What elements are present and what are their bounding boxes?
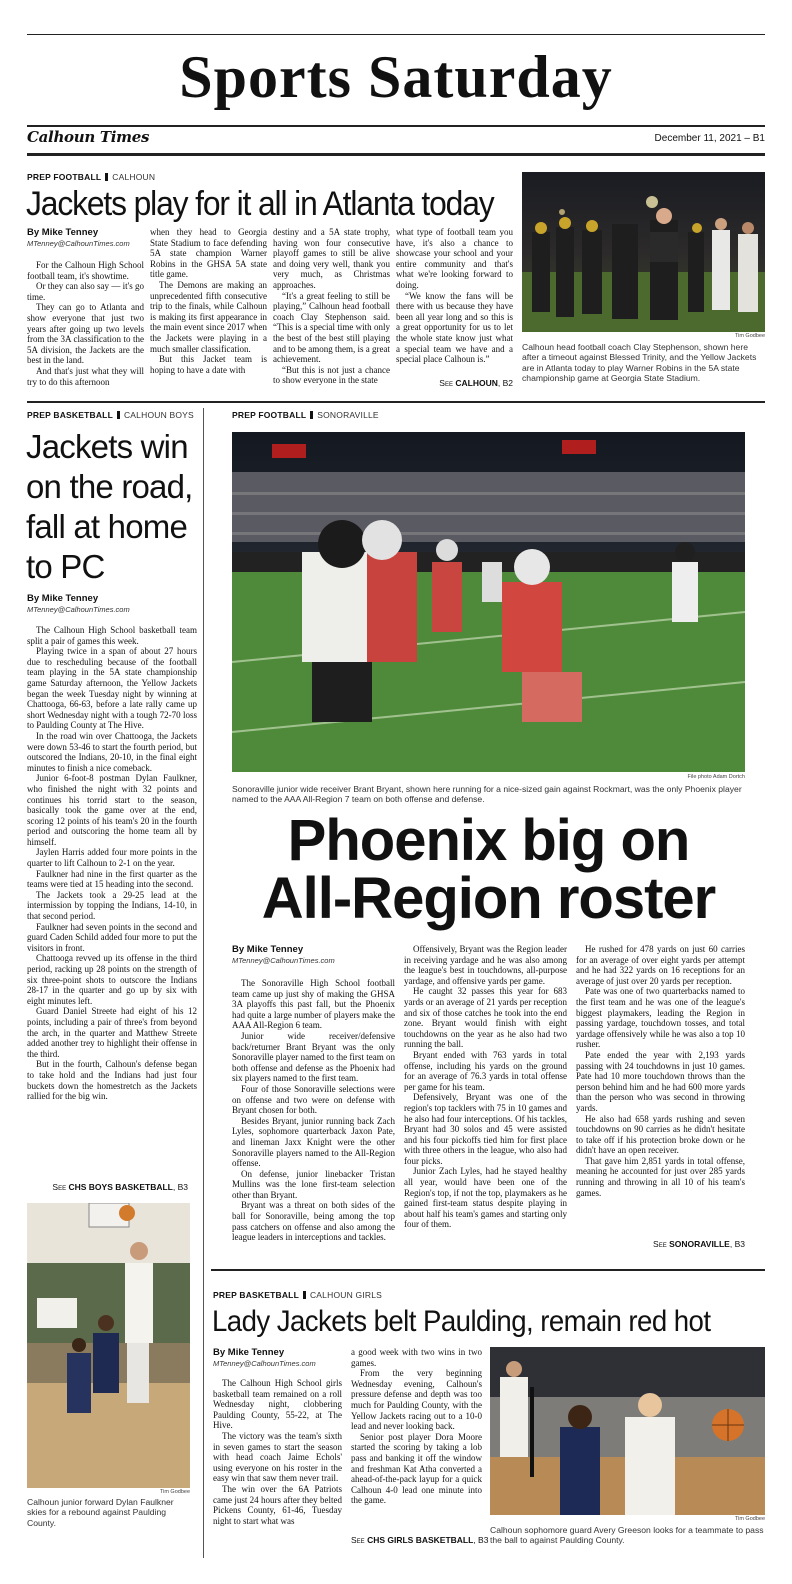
kicker-sub: CALHOUN <box>112 172 156 182</box>
paragraph: Playing twice in a span of about 27 hours due to rescheduling because of the football team playing in the 5A state championship game Saturday afternoon, the Yellow Jackets began the week Tuesday night by winning at Chattooga, 66-63, before a late rally came up short Wednesday night with a tough 72-70 loss to Paulding County at The Hive. <box>27 646 197 731</box>
story1-headline[interactable]: Jackets play for it all in Atlanta today <box>26 185 494 223</box>
see-target: SONORAVILLE <box>669 1239 730 1249</box>
paragraph: Offensively, Bryant was the Region leader in receiving yardage and he was also among the league's best in touchdowns, all-purpose yardage, and offensive yards per game. <box>404 944 567 986</box>
paragraph: The win over the 6A Patriots came just 24 hours after they belted Pickens County, 61-46, Tuesday night to start what was <box>213 1483 342 1526</box>
photo-caption: Calhoun junior forward Dylan Faulkner skies for a rebound against Paulding County. <box>27 1497 174 1528</box>
paragraph: Jaylen Harris added four more points in the quarter to lift Calhoun to 2-1 on the year. <box>27 847 197 869</box>
paragraph: From the very beginning Wednesday evening, Calhoun's pressure defense and depth was too much for Paulding County, with the Yellow Jackets racing out to a 10-0 lead and never looking back. <box>351 1368 482 1432</box>
paragraph: Pate was one of two quarterbacks named to the first team and he was one of the league's biggest playmakers, leading the Region in passing yardage, touchdown tosses, and total yardage offensively while he was also a top 10 rusher. <box>576 986 745 1050</box>
story4-jump[interactable]: See CHS GIRLS BASKETBALL, B3 <box>351 1535 489 1545</box>
paragraph: Four of those Sonoraville selections were on offense and two were on defense with Bryant chosen for both. <box>232 1083 395 1116</box>
headline-line: All-Region roster <box>261 866 716 931</box>
masthead-rule-bottom <box>27 153 765 156</box>
kicker-bar <box>310 411 313 419</box>
paragraph: The Demons are making an unprecedented fifth consecutive trip to the finals, while Calhoun is making its first appearance in the main event since 2017 when the Jackets were playing in a much smaller classification. <box>150 279 267 354</box>
paragraph: For the Calhoun High School football team, it's showtime. <box>27 260 144 281</box>
email-link[interactable]: MTenney@CalhounTimes.com <box>27 605 130 614</box>
photo-credit: Tim Godbee <box>734 333 765 339</box>
paragraph: The Sonoraville High School football team came up just shy of making the GHSA 3A playoffs this past fall, but the Phoenix had quite a large number of players make the AAA All-Region 6 team. <box>232 978 395 1031</box>
kicker-main: PREP BASKETBALL <box>213 1290 299 1300</box>
story4-byline-block <box>213 1347 343 1368</box>
headline-line: Phoenix big on <box>287 808 690 873</box>
photo-credit: Tim Godbee <box>734 1516 765 1522</box>
story4-kicker <box>213 1290 382 1300</box>
story1-col-4 <box>396 227 513 373</box>
see-page: B3 <box>734 1239 745 1249</box>
story1-jump[interactable]: See CALHOUN, B2 <box>439 378 513 388</box>
paragraph: destiny and a 5A state trophy, having won four consecutive playoff games to still be alive and doing very well, thank you very much, as Christmas approaches. <box>273 227 390 290</box>
story3-headline[interactable] <box>232 808 745 931</box>
kicker-main: PREP BASKETBALL <box>27 410 113 420</box>
story4-headline[interactable]: Lady Jackets belt Paulding, remain red hot <box>212 1305 711 1338</box>
paper-name-logo: Calhoun Times <box>27 128 150 146</box>
story1-col-1 <box>27 260 144 388</box>
paragraph: Junior Zach Lyles, had he stayed healthy all year, would have been one of the Region's top, if not the top, playmakers as he gained first-team status despite playing in about half his team's games and starting only four of them. <box>404 1166 567 1230</box>
see-target: CHS BOYS BASKETBALL <box>68 1182 173 1192</box>
story2-byline-block <box>27 593 197 614</box>
paragraph: They can go to Atlanta and show everyone that just two years after going up two levels from the 3A classification to the 5A division, the Jackets are the best in the land. <box>27 302 144 366</box>
paragraph: Guard Daniel Streete had eight of his 12 points, including a pair of three's from beyond the arch, in the quarter and Matthew Streete added another trey to highlight their offense in the third. <box>27 1006 197 1059</box>
kicker-main: PREP FOOTBALL <box>27 172 102 182</box>
paragraph: He rushed for 478 yards on just 60 carries for an average of over eight yards per attempt and he had 322 yards on 16 receptions for an average of just over 20 yards per reception. <box>576 944 745 986</box>
girls-basketball-photo <box>490 1347 765 1515</box>
date-page-text: December 11, 2021 – B1 <box>654 133 765 144</box>
football-action-photo <box>232 432 745 772</box>
photo-credit: Tim Godbee <box>159 1489 190 1495</box>
story3-col-3 <box>576 944 745 1230</box>
paragraph: Pate ended the year with 2,193 yards passing with 24 touchdowns in just 10 games. Pate had 10 more touchdown throws than the person behind him and he had 600 more yards than the person who was second in throwing yards. <box>576 1049 745 1113</box>
paragraph: On defense, junior linebacker Tristan Mullins was the lone first-team selection other than Bryant. <box>232 1168 395 1200</box>
basketball-rebound-photo <box>27 1203 190 1488</box>
paragraph: “It's a great feeling to still be playing,” Calhoun head football coach Clay Stephenson said. “This is a special time with only the best of the best still playing and to be among them, is a great achievement. <box>273 290 390 365</box>
paragraph: And that's just what they will try to do this afternoon <box>27 365 144 387</box>
kicker-main: PREP FOOTBALL <box>232 410 307 420</box>
see-prefix: See <box>52 1182 67 1192</box>
story1-byline-block <box>27 227 145 248</box>
kicker-sub: CALHOUN GIRLS <box>309 1290 383 1300</box>
paragraph: Bryant was a threat on both sides of the ball for Sonoraville, being among the top pass catchers on offense and also among the league leaders in interceptions and tackles. <box>232 1200 395 1243</box>
see-prefix: See <box>351 1535 365 1545</box>
paragraph: Senior post player Dora Moore started the scoring by taking a lob pass and banking it off the window and freshman Kat Atha converted a ahead-of-the-pack layup for a quick Calhoun 4-0 lead one minute into the game. <box>351 1431 482 1506</box>
masthead-rule-top <box>27 125 765 127</box>
story2-kicker <box>27 410 194 420</box>
kicker-bar <box>117 411 120 419</box>
paragraph: But this Jacket team is hoping to have a date with <box>150 354 267 375</box>
paragraph: Junior wide receiver/defensive back/returner Brant Bryant was the only Sonoraville player named to the first team on both offense and defense as the Phoenix had six players named to the first team. <box>232 1030 395 1084</box>
story4-col-1 <box>213 1378 342 1556</box>
column-divider <box>203 408 204 1558</box>
photo-caption: Calhoun sophomore guard Avery Greeson looks for a teammate to pass the ball to against Paulding County. <box>490 1525 764 1546</box>
story3-jump[interactable]: See SONORAVILLE, B3 <box>653 1239 745 1249</box>
paragraph: Faulkner had nine in the first quarter as the teams were tied at 15 heading into the second. <box>27 868 197 890</box>
paragraph: a good week with two wins in two games. <box>351 1347 482 1368</box>
paragraph: “But this is not just a chance to show everyone in the state <box>273 364 390 386</box>
story2-headline[interactable]: Jackets win on the road, fall at home to PC <box>26 428 193 585</box>
byline: By Mike Tenney <box>27 227 99 238</box>
kicker-bar <box>105 173 108 181</box>
paragraph: Faulkner had seven points in the second and guard Caden Schild added four more to put the visitors in front. <box>27 921 197 953</box>
story1-col-2 <box>150 227 267 389</box>
byline: By Mike Tenney <box>213 1347 285 1358</box>
section-rule <box>211 1269 765 1271</box>
photo-caption: Sonoraville junior wide receiver Brant Bryant, shown here running for a nice-sized gain against Rockmart, was the only Phoenix player named to the AAA All-Region 7 team on both offense and defense. <box>232 784 742 805</box>
paragraph: Or they can also say — it's go time. <box>27 281 144 302</box>
section-rule <box>27 401 765 403</box>
see-page: B2 <box>502 378 513 388</box>
paragraph: what type of football team you have, it's also a chance to showcase your school and your entire community and that's what we're looking forward to doing. <box>396 227 513 290</box>
kicker-bar <box>303 1291 306 1299</box>
paragraph: The Calhoun High School basketball team split a pair of games this week. <box>27 625 197 646</box>
paragraph: Chattooga revved up its offense in the third period, racking up 28 points on the strength of six three-point shots to outscore the Indians 28-17 in the quarter and go up by six with eight minutes left. <box>27 953 197 1006</box>
date-page <box>655 133 765 144</box>
paragraph: He caught 32 passes this year for 683 yards or an average of 21 yards per reception and six of those catches he took into the end zone. Bryant would finish with eight touchdowns on the year as he also had two running the ball. <box>404 986 567 1050</box>
paragraph: “We know the fans will be there with us because they have been all year long and so this is a great opportunity for us to let the whole state know just what a special team we have and a special place Calhoun is.” <box>396 290 513 365</box>
paragraph: He also had 658 yards rushing and seven touchdowns on 90 carries as he didn't hesitate to take off if his protection broke down or he didn't have an open receiver. <box>576 1113 745 1156</box>
kicker-sub: CALHOUN BOYS <box>123 410 194 420</box>
story3-col-2 <box>404 944 567 1262</box>
paragraph: The Jackets took a 29-25 lead at the intermission by topping the Indians, 14-10, in that second period. <box>27 889 197 922</box>
email-link[interactable]: MTenney@CalhounTimes.com <box>213 1359 316 1368</box>
story1-col-3 <box>273 227 390 389</box>
photo-credit: File photo Adam Dortch <box>687 774 745 780</box>
coach-team-photo <box>522 172 765 332</box>
story2-jump[interactable]: See CHS BOYS BASKETBALL, B3 <box>52 1182 188 1192</box>
paragraph: The victory was the team's sixth in seven games to start the season with head coach Jaime Echols' using everyone on his roster in the easy win that saw them never trail. <box>213 1430 342 1484</box>
kicker-sub: SONORAVILLE <box>317 410 379 420</box>
story2-body <box>27 625 197 1171</box>
paragraph: But in the fourth, Calhoun's defense began to take hold and the Indians had just four buckets down the homestretch as the Jackets rallied for the big win. <box>27 1059 197 1102</box>
story4-col-2 <box>351 1347 482 1525</box>
see-target: CALHOUN <box>455 378 498 388</box>
section-title: Sports Saturday <box>179 44 613 110</box>
story1-kicker <box>27 172 155 182</box>
photo-caption: Calhoun head football coach Clay Stephenson, shown here after a timeout against Blessed Trinity, and the Yellow Jackets are in Atlanta today to play Warner Robins in the 5A state championship game at Georgia State Stadium. <box>522 342 757 384</box>
paragraph: In the road win over Chattooga, the Jackets were down 53-46 to start the fourth period, but outscored the Indians, 20-10, in the final eight minutes to finish a nice comeback. <box>27 730 197 773</box>
paragraph: Bryant ended with 763 yards in total offense, including his yards on the ground for an average of 76.3 yards in total offense per game for his team. <box>404 1049 567 1092</box>
paragraph: That gave him 2,851 yards in total offense, meaning he accounted for just over 285 yards running and throwing in all 10 of his team's games. <box>576 1155 745 1198</box>
story3-kicker <box>232 410 379 420</box>
paragraph: Defensively, Bryant was one of the region's top tacklers with 75 in 10 games and he also had four interceptions. Of his tackles, Bryant had 30 solos and 45 were assisted and his four pickoffs tied him for first place with three others in the league, who also had four picks. <box>404 1092 567 1166</box>
story3-byline-block <box>232 944 392 965</box>
byline: By Mike Tenney <box>27 593 99 604</box>
see-target: CHS GIRLS BASKETBALL <box>367 1535 474 1545</box>
paragraph: Junior 6-foot-8 postman Dylan Faulkner, who finished the night with 32 points and continues his torrid start to the season, basically took the game over at the end, scoring 12 points of his team's 20 in the fourth period and outscoring the home team all by himself. <box>27 773 197 847</box>
byline: By Mike Tenney <box>232 944 304 955</box>
top-rule <box>27 34 765 35</box>
paragraph: Besides Bryant, junior running back Zach Lyles, sophomore quarterback Jaxon Pate, and lineman Jaxx Knight were the other Sonoraville players named to the All-Region offense. <box>232 1115 395 1169</box>
see-prefix: See <box>439 378 453 388</box>
story3-col-1 <box>232 978 395 1262</box>
paragraph: when they head to Georgia State Stadium to face defending 5A state champion Warner Robins in the GHSA 5A state title game. <box>150 227 267 280</box>
see-page: B3 <box>478 1535 489 1545</box>
email-link[interactable]: MTenney@CalhounTimes.com <box>232 956 335 965</box>
paragraph: The Calhoun High School girls basketball team remained on a roll Wednesday night, clobbering Paulding County, 55-22, at The Hive. <box>213 1378 342 1431</box>
see-prefix: See <box>653 1239 667 1249</box>
email-link[interactable]: MTenney@CalhounTimes.com <box>27 239 130 248</box>
see-page: B3 <box>177 1182 188 1192</box>
